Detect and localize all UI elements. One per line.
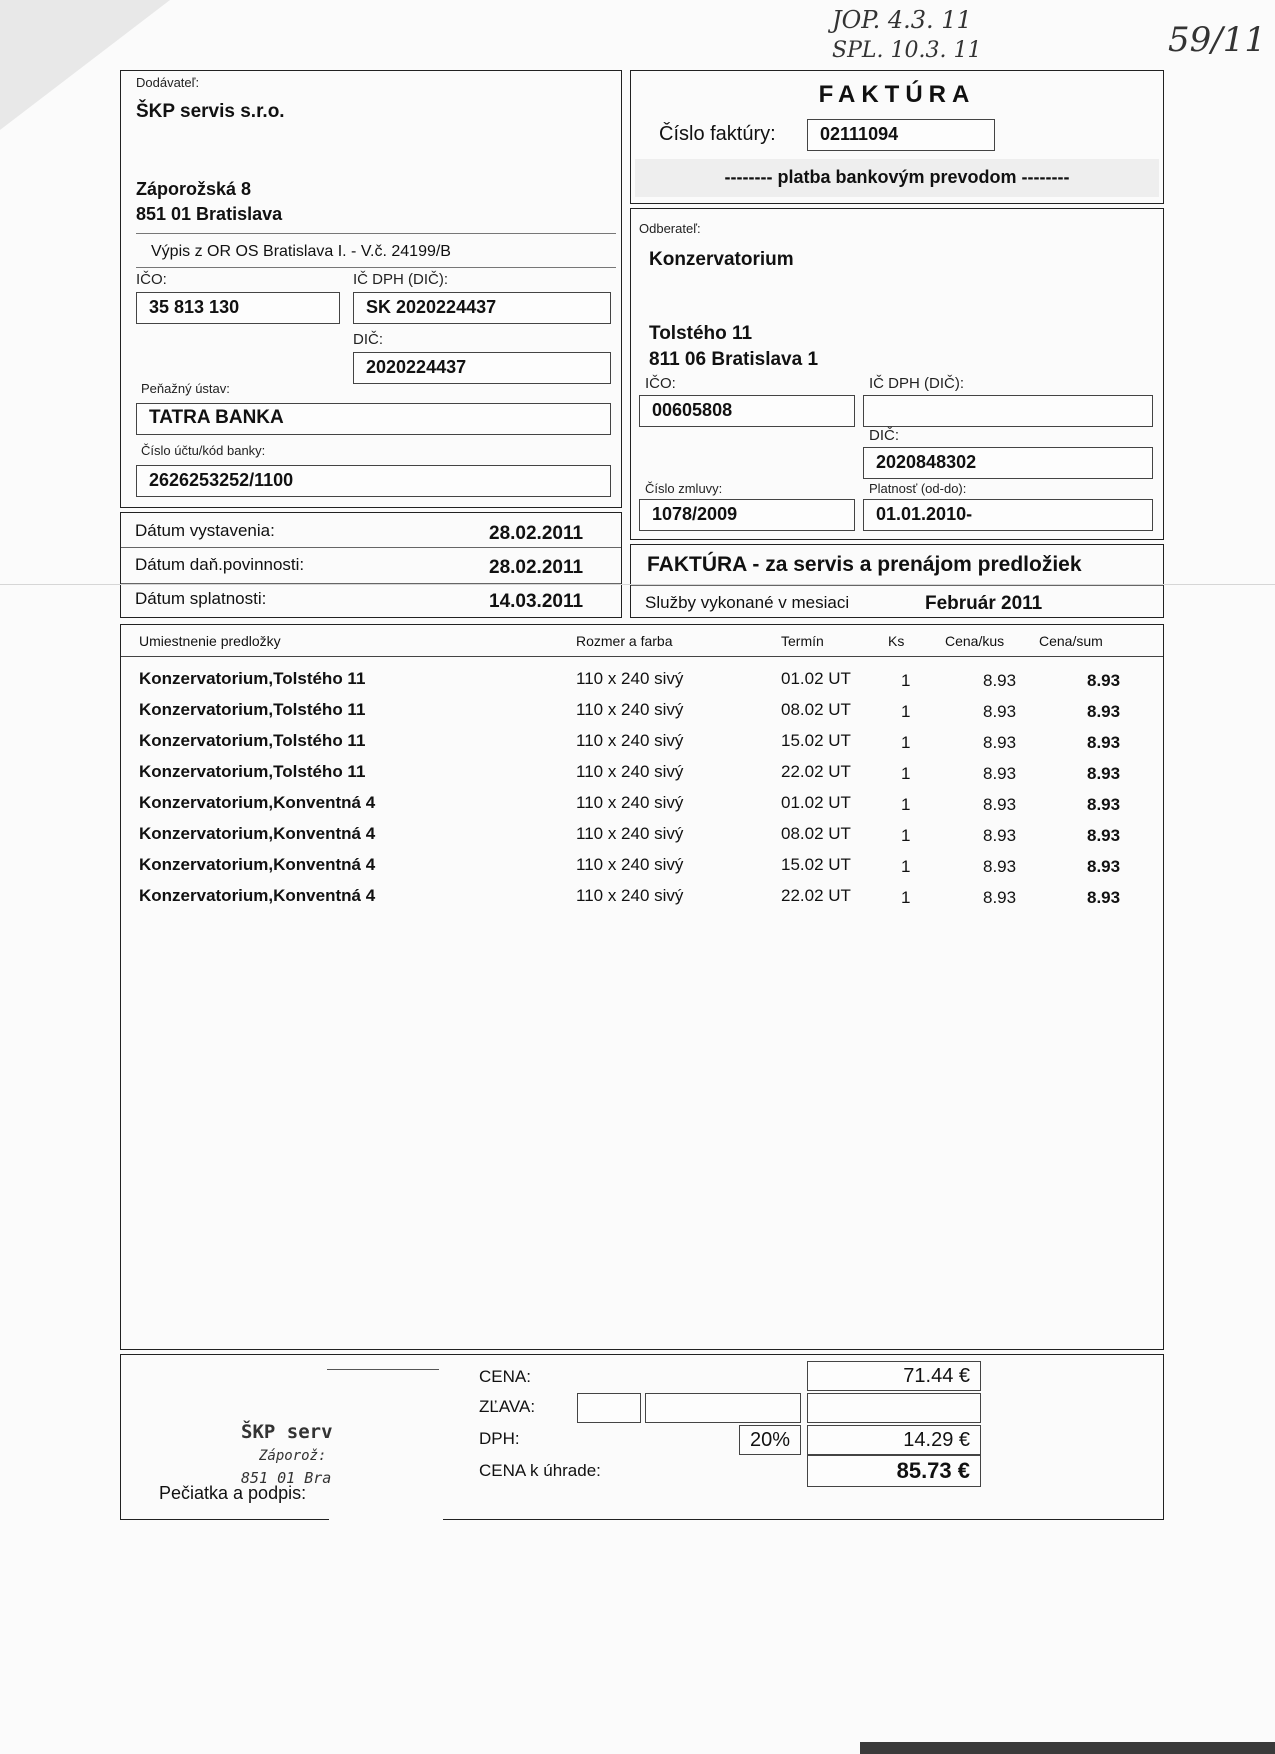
supplier-name: ŠKP servis s.r.o.: [136, 101, 285, 122]
cell-unit-price: 8.93: [983, 733, 1017, 752]
cell-size: 110 x 240 sivý: [576, 731, 684, 750]
cell-qty: 1: [901, 764, 911, 783]
cell-sum: 8.93: [1087, 795, 1121, 814]
cell-qty: 1: [901, 826, 911, 845]
handwritten-page-number: 59/11: [1168, 20, 1266, 60]
cell-size: 110 x 240 sivý: [576, 793, 684, 812]
cell-size: 110 x 240 sivý: [576, 824, 684, 843]
cell-sum: 8.93: [1087, 857, 1121, 876]
customer-icdph: [863, 395, 1153, 427]
divider: [136, 267, 616, 268]
col-sum-header: Cena/sum: [1039, 633, 1103, 649]
cell-unit-price: 8.93: [983, 826, 1017, 845]
due-date-label: Dátum splatnosti:: [135, 589, 267, 608]
cell-location: Konzervatorium,Konventná 4: [139, 824, 376, 843]
subject-box: [630, 544, 1164, 618]
table-row: [121, 729, 1163, 757]
supplier-dic-label: DIČ:: [353, 331, 383, 348]
cell-location: Konzervatorium,Tolstého 11: [139, 669, 366, 688]
supplier-box: [120, 70, 622, 508]
invoice-number: 02111094: [807, 119, 995, 151]
table-row: [121, 884, 1163, 912]
vat-value: 14.29 €: [807, 1425, 981, 1455]
due-date: 14.03.2011: [489, 591, 584, 612]
scan-fold-line: [0, 584, 1275, 585]
customer-city: 811 06 Bratislava 1: [649, 349, 819, 370]
cell-unit-price: 8.93: [983, 795, 1017, 814]
cell-unit-price: 8.93: [983, 671, 1017, 690]
price-value: 71.44 €: [807, 1361, 981, 1391]
invoice-number-label: Číslo faktúry:: [659, 123, 776, 145]
subject-title: FAKTÚRA - za servis a prenájom predložiek: [647, 553, 1082, 576]
customer-ico-label: IČO:: [645, 375, 676, 392]
divider: [136, 233, 616, 234]
cell-size: 110 x 240 sivý: [576, 855, 684, 874]
supplier-icdph-label: IČ DPH (DIČ):: [353, 271, 448, 288]
customer-ico: 00605808: [639, 395, 855, 427]
supplier-street: Záporožská 8: [136, 179, 252, 199]
customer-label: Odberateľ:: [639, 221, 701, 236]
cell-location: Konzervatorium,Tolstého 11: [139, 731, 366, 750]
total-label: CENA k úhrade:: [479, 1461, 601, 1480]
table-row: [121, 853, 1163, 881]
total-value: 85.73 €: [807, 1455, 981, 1487]
vat-rate: 20%: [739, 1425, 801, 1455]
cell-qty: 1: [901, 795, 911, 814]
tax-date: 28.02.2011: [489, 557, 584, 578]
stamp-line: [327, 1369, 439, 1370]
table-row: [121, 760, 1163, 788]
table-row: [121, 791, 1163, 819]
cell-location: Konzervatorium,Konventná 4: [139, 793, 376, 812]
supplier-city: 851 01 Bratislava: [136, 204, 283, 224]
cell-term: 22.02 UT: [781, 762, 851, 781]
col-qty-header: Ks: [888, 633, 905, 649]
table-row: [121, 698, 1163, 726]
stamp-mask: [329, 1495, 443, 1525]
customer-icdph-label: IČ DPH (DIČ):: [869, 375, 964, 392]
customer-validity: 01.01.2010-: [863, 499, 1153, 531]
customer-box: [630, 208, 1164, 540]
table-header: [121, 625, 1163, 657]
cell-unit-price: 8.93: [983, 764, 1017, 783]
cell-sum: 8.93: [1087, 671, 1121, 690]
table-row: [121, 822, 1163, 850]
cell-term: 08.02 UT: [781, 824, 851, 843]
table-row: [121, 667, 1163, 695]
supplier-account-label: Číslo účtu/kód banky:: [141, 443, 266, 458]
col-size-header: Rozmer a farba: [576, 633, 673, 649]
cell-unit-price: 8.93: [983, 857, 1017, 876]
issue-date-label: Dátum vystavenia:: [135, 521, 275, 540]
cell-sum: 8.93: [1087, 826, 1121, 845]
vat-label: DPH:: [479, 1429, 520, 1448]
customer-dic-label: DIČ:: [869, 427, 899, 444]
customer-contract: 1078/2009: [639, 499, 855, 531]
cell-qty: 1: [901, 733, 911, 752]
cell-size: 110 x 240 sivý: [576, 762, 684, 781]
issue-date: 28.02.2011: [489, 523, 584, 544]
customer-validity-label: Platnosť (od-do):: [869, 481, 967, 496]
cell-term: 08.02 UT: [781, 700, 851, 719]
col-term-header: Termín: [781, 633, 824, 649]
supplier-account: 2626253252/1100: [136, 465, 611, 497]
cell-size: 110 x 240 sivý: [576, 669, 684, 688]
divider: [121, 547, 621, 548]
cell-unit-price: 8.93: [983, 888, 1017, 907]
supplier-icdph: SK 2020224437: [353, 292, 611, 324]
col-location-header: Umiestnenie predložky: [139, 633, 281, 649]
cell-location: Konzervatorium,Tolstého 11: [139, 700, 366, 719]
cell-qty: 1: [901, 702, 911, 721]
divider: [631, 585, 1163, 586]
stamp-company: ŠKP serv: [241, 1421, 333, 1443]
cell-term: 01.02 UT: [781, 793, 851, 812]
discount-label: ZĽAVA:: [479, 1397, 536, 1416]
cell-size: 110 x 240 sivý: [576, 886, 684, 905]
supplier-bank-label: Peňažný ústav:: [141, 381, 230, 396]
supplier-label: Dodávateľ:: [136, 75, 200, 90]
cell-qty: 1: [901, 857, 911, 876]
cell-location: Konzervatorium,Konventná 4: [139, 855, 376, 874]
discount-field-1: [577, 1393, 641, 1423]
month-value: Február 2011: [925, 593, 1043, 614]
payment-method: -------- platba bankovým prevodom --------: [724, 167, 1070, 187]
cell-qty: 1: [901, 671, 911, 690]
dates-box: [120, 512, 622, 618]
handwritten-note-1: JOP. 4.3. 11: [832, 6, 972, 34]
cell-sum: 8.93: [1087, 733, 1121, 752]
cell-size: 110 x 240 sivý: [576, 700, 684, 719]
handwritten-note-2: SPL. 10.3. 11: [832, 38, 982, 63]
cell-location: Konzervatorium,Konventná 4: [139, 886, 376, 905]
cell-sum: 8.93: [1087, 764, 1121, 783]
stamp-street: Záporož:: [259, 1448, 327, 1464]
customer-dic: 2020848302: [863, 447, 1153, 479]
tax-date-label: Dátum daň.povinnosti:: [135, 555, 305, 574]
discount-value: [807, 1393, 981, 1423]
stamp-city: 851 01 Bra: [241, 1469, 332, 1487]
supplier-bank: TATRA BANKA: [136, 403, 611, 435]
cell-sum: 8.93: [1087, 702, 1121, 721]
supplier-dic: 2020224437: [353, 352, 611, 384]
cell-sum: 8.93: [1087, 888, 1121, 907]
customer-contract-label: Číslo zmluvy:: [645, 481, 723, 496]
items-table: [120, 624, 1164, 1350]
supplier-register: Výpis z OR OS Bratislava I. - V.č. 24199/B: [151, 243, 451, 260]
cell-term: 22.02 UT: [781, 886, 851, 905]
signature-label: Pečiatka a podpis:: [159, 1483, 307, 1503]
supplier-ico: 35 813 130: [136, 292, 340, 324]
supplier-ico-label: IČO:: [136, 271, 167, 288]
invoice-title: FAKTÚRA: [818, 81, 976, 108]
scan-bottom-shadow: [860, 1742, 1275, 1754]
col-unit-price-header: Cena/kus: [945, 633, 1005, 649]
cell-location: Konzervatorium,Tolstého 11: [139, 762, 366, 781]
customer-street: Tolstého 11: [649, 323, 753, 344]
cell-qty: 1: [901, 888, 911, 907]
invoice-header-box: [630, 70, 1164, 204]
month-label: Služby vykonané v mesiaci: [645, 593, 850, 612]
price-label: CENA:: [479, 1367, 531, 1386]
totals-box: [120, 1354, 1164, 1520]
discount-field-2: [645, 1393, 801, 1423]
cell-unit-price: 8.93: [983, 702, 1017, 721]
cell-term: 15.02 UT: [781, 855, 851, 874]
cell-term: 01.02 UT: [781, 669, 851, 688]
customer-name: Konzervatorium: [649, 249, 794, 270]
cell-term: 15.02 UT: [781, 731, 851, 750]
